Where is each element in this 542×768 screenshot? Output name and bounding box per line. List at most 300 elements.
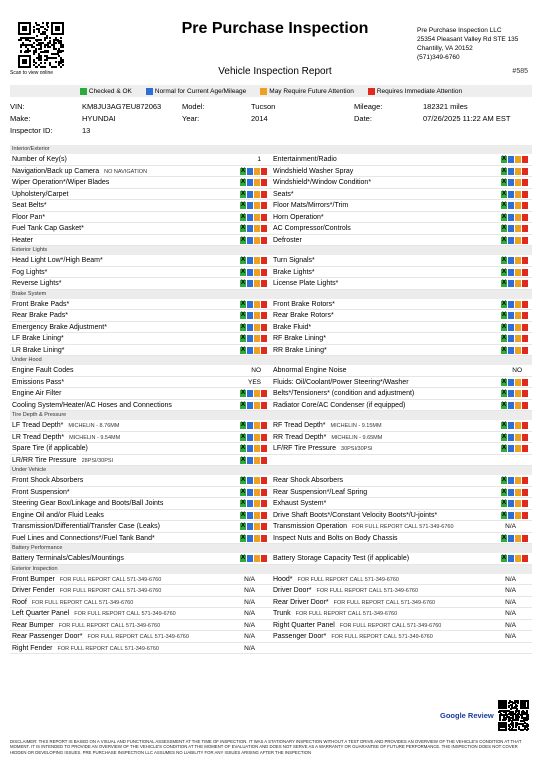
status-box-ok [240, 168, 246, 175]
status-boxes [501, 202, 528, 209]
status-box-immediate [522, 445, 528, 452]
item-label-text: Floor Pan* [12, 213, 46, 221]
inspection-row [10, 521, 532, 533]
inspection-item [271, 420, 532, 431]
inspection-item [271, 333, 532, 344]
qr-module [29, 66, 31, 68]
inspection-row [10, 475, 532, 487]
item-note: FOR FULL REPORT CALL 571-349-6760 [295, 611, 398, 617]
section-header: Interior/Exterior [10, 145, 532, 154]
inspection-item [10, 533, 271, 544]
item-label-text: Rear Bumper [12, 621, 54, 629]
section-header: Under Hood [10, 356, 532, 365]
item-label-text: Cooling System/Heater/AC Hoses and Connections [12, 401, 172, 409]
inspection-item [271, 475, 532, 486]
inspection-item [271, 365, 532, 376]
status-box-immediate [261, 390, 267, 397]
inspection-item [10, 377, 271, 388]
status-box-ok [240, 257, 246, 264]
inspection-item [10, 388, 271, 399]
inspection-item [10, 333, 271, 344]
item-label [273, 212, 324, 224]
mileage-label: Mileage: [354, 102, 383, 111]
inspection-item [10, 166, 271, 177]
item-label [12, 177, 109, 189]
legend-label: Checked & OK [88, 87, 132, 95]
inspection-item [10, 223, 271, 234]
company-name: Pre Purchase Inspection LLC [417, 27, 502, 34]
item-value: N/A [244, 633, 255, 640]
status-box-future [515, 257, 521, 264]
status-box-ok [240, 422, 246, 429]
item-label-text: Seats* [273, 190, 294, 198]
legend-swatch-orange [260, 88, 267, 95]
status-box-normal [247, 257, 253, 264]
item-label [12, 189, 68, 201]
item-label [12, 443, 88, 455]
legend-label: Requires Immediate Attention [376, 87, 463, 95]
status-box-future [515, 156, 521, 163]
status-box-normal [508, 555, 514, 562]
item-label [12, 400, 172, 412]
status-boxes [501, 214, 528, 221]
item-label [12, 498, 163, 510]
status-boxes [501, 237, 528, 244]
qr-module [33, 26, 35, 28]
item-label [12, 333, 64, 345]
status-boxes [501, 434, 528, 441]
item-label-text: Passenger Door* [273, 633, 327, 640]
status-box-immediate [261, 512, 267, 519]
item-note: FOR FULL REPORT CALL 571-349-6760 [31, 599, 134, 606]
item-label-text: Rear Passenger Door* [12, 633, 83, 640]
item-label-text: RR Tread Depth* [273, 433, 327, 441]
item-label-text: Wiper Operation*/Wiper Blades [12, 179, 110, 186]
item-label [12, 487, 70, 499]
item-label [12, 553, 124, 565]
item-label [12, 255, 103, 267]
item-label-text: Rear Shock Absorbers [273, 477, 344, 484]
status-box-ok [501, 301, 507, 308]
status-box-ok [501, 225, 507, 232]
qr-module [62, 33, 64, 35]
status-box-ok [501, 489, 507, 496]
inspection-row [10, 166, 532, 178]
item-label-text: Drive Shaft Boots*/Constant Velocity Boots*/U-joints* [273, 511, 438, 519]
status-box-normal [247, 434, 253, 441]
inspection-item [271, 432, 532, 443]
model-value: Tucson [251, 102, 276, 111]
status-box-ok [240, 269, 246, 276]
status-box-future [254, 422, 260, 429]
item-label [273, 166, 353, 178]
status-box-future [254, 214, 260, 221]
legend-label: May Require Future Attention [269, 87, 354, 95]
item-label [12, 154, 67, 166]
qr-module [62, 50, 64, 52]
status-box-immediate [261, 191, 267, 198]
status-box-immediate [261, 402, 267, 409]
item-label-text: Front Suspension* [12, 488, 70, 496]
status-box-future [515, 237, 521, 244]
vin-value: KM8JU3AG7EU872063 [82, 102, 162, 111]
item-label-text: Rear Brake Pads* [12, 312, 69, 319]
item-value: N/A [505, 633, 516, 640]
qr-module [55, 66, 57, 68]
status-box-ok [240, 225, 246, 232]
status-box-normal [508, 191, 514, 198]
status-box-immediate [261, 257, 267, 264]
status-box-ok [240, 477, 246, 484]
item-value: N/A [505, 575, 516, 583]
item-label-text: Steering Gear Box/Linkage and Boots/Ball Joints [12, 500, 164, 507]
status-box-ok [240, 500, 246, 507]
item-label-text: Reverse Lights* [12, 280, 62, 287]
status-box-ok [240, 434, 246, 441]
qr-module [62, 46, 64, 48]
inspection-row [10, 189, 532, 201]
disclaimer: DISCLAIMER: THIS REPORT IS BASED ON A VISUAL AND FUNCTIONAL ASSESSMENT AT THE TIME OF INSPECTION. IT WAS A STATIONARY INSPECTION WITHOUT A TEST DRIVE AND PROVIDES AN OVERVIEW OF THE VEHICLE'S CONDITION AT THAT MOMENT. IT IS INTENDED TO PROVIDE AN OVERVIEW OF THE VEHICLE'S CONDITION AT THE MOMENT OF EVALUATION AND DOES NOT SERVE AS A WARRANTY OR GUARANTEE OF FUTURE PERFORMANCE. THE INSPECTION DOES NOT COVER HIDDEN OR DEVELOPING ISSUES. PRE PURCHASE INSPECTION LLC ASSUMES NO LIABILITY FOR ANY ISSUES ARISING AFTER THE INSPECTION [10, 739, 522, 755]
status-box-future [515, 512, 521, 519]
item-label-text: Brake Fluid* [273, 323, 312, 331]
status-box-immediate [522, 257, 528, 264]
item-label [12, 267, 47, 279]
status-box-immediate [522, 225, 528, 232]
item-label-text: Front Brake Pads* [12, 300, 70, 308]
google-review-link[interactable]: Google Review [440, 711, 494, 720]
status-boxes [501, 477, 528, 484]
status-box-normal [247, 555, 253, 562]
item-label-text: Right Quarter Panel [273, 621, 335, 629]
status-box-normal [508, 402, 514, 409]
inspection-item [271, 377, 532, 388]
status-box-ok [501, 257, 507, 264]
inspection-row [10, 299, 532, 311]
status-box-future [515, 434, 521, 441]
inspection-item [271, 631, 532, 642]
status-box-immediate [522, 422, 528, 429]
status-box-immediate [522, 202, 528, 209]
item-label-text: Hood* [273, 575, 293, 583]
item-label-text: Windshield Washer Spray [273, 167, 354, 175]
item-value: N/A [505, 523, 516, 530]
inspection-row [10, 212, 532, 224]
inspection-item [10, 365, 271, 376]
status-box-future [254, 390, 260, 397]
item-note: FOR FULL REPORT CALL 571-349-6760 [333, 599, 436, 606]
inspection-item [271, 498, 532, 509]
year-label: Year: [182, 114, 200, 123]
inspection-item [271, 154, 532, 165]
qr-module [20, 46, 22, 48]
status-box-future [254, 535, 260, 542]
status-box-future [254, 500, 260, 507]
legend-label: Normal for Current Age/Mileage [154, 87, 247, 95]
inspection-row [10, 420, 532, 432]
status-box-normal [508, 257, 514, 264]
status-boxes [240, 457, 267, 464]
status-box-future [515, 191, 521, 198]
status-box-immediate [522, 555, 528, 562]
status-box-normal [247, 237, 253, 244]
status-boxes [501, 500, 528, 507]
status-box-ok [501, 555, 507, 562]
item-label-text: Front Brake Rotors* [273, 300, 335, 308]
status-box-future [515, 179, 521, 186]
status-box-ok [240, 280, 246, 287]
status-boxes [501, 402, 528, 409]
status-box-ok [501, 280, 507, 287]
status-box-immediate [522, 280, 528, 287]
item-label [273, 498, 326, 510]
item-label [273, 322, 311, 334]
item-label-text: Trunk [273, 610, 291, 617]
inspection-item [271, 345, 532, 356]
inspection-item [271, 299, 532, 310]
inspection-item [271, 510, 532, 521]
status-box-future [254, 335, 260, 342]
status-box-future [515, 477, 521, 484]
status-box-future [515, 280, 521, 287]
status-boxes [240, 214, 267, 221]
status-boxes [240, 225, 267, 232]
item-label-text: Battery Terminals/Cables/Mountings [12, 555, 124, 562]
section-header: Brake System [10, 290, 532, 299]
status-box-ok [240, 555, 246, 562]
status-box-ok [501, 168, 507, 175]
status-box-normal [247, 335, 253, 342]
status-box-normal [247, 312, 253, 319]
inspection-item [271, 643, 532, 654]
status-box-normal [508, 237, 514, 244]
section-header: Tire Depth & Pressure [10, 411, 532, 420]
status-box-ok [501, 269, 507, 276]
inspection-item [10, 200, 271, 211]
status-box-ok [240, 402, 246, 409]
item-label-text: RF Brake Lining* [273, 335, 326, 342]
qr-module [29, 40, 31, 42]
inspection-item [10, 267, 271, 278]
status-box-future [254, 312, 260, 319]
item-label [273, 278, 338, 290]
status-box-normal [508, 225, 514, 232]
status-legend [10, 85, 532, 97]
item-label-text: Battery Storage Capacity Test (if applicable) [273, 555, 410, 562]
google-review-qr-code[interactable] [498, 700, 528, 730]
status-box-ok [240, 445, 246, 452]
make-label: Make: [10, 114, 31, 123]
item-label [12, 455, 113, 468]
item-label-text: License Plate Lights* [273, 280, 339, 287]
status-boxes [240, 489, 267, 496]
qr-module [60, 37, 62, 39]
status-boxes [501, 324, 528, 331]
status-box-future [515, 335, 521, 342]
qr-module [522, 729, 524, 731]
item-label [273, 400, 405, 412]
status-box-ok [501, 535, 507, 542]
status-box-normal [247, 422, 253, 429]
inspection-item [271, 235, 532, 246]
item-label [273, 299, 335, 311]
company-info [417, 26, 518, 62]
status-boxes [501, 269, 528, 276]
status-boxes [240, 335, 267, 342]
item-note: 28PSI/30PSI [81, 457, 114, 464]
qr-module [20, 51, 22, 53]
item-label-text: Roof [12, 598, 27, 606]
item-label-text: LF/RF Tire Pressure [273, 445, 337, 452]
status-boxes [501, 156, 528, 163]
status-box-ok [240, 523, 246, 530]
item-note: NO NAVIGATION [104, 168, 148, 175]
status-boxes [240, 179, 267, 186]
status-boxes [501, 489, 528, 496]
status-box-future [515, 500, 521, 507]
status-boxes [240, 445, 267, 452]
status-box-ok [240, 214, 246, 221]
status-box-future [254, 402, 260, 409]
item-label [12, 521, 160, 533]
date-label: Date: [354, 114, 372, 123]
qr-code[interactable] [18, 22, 64, 68]
status-box-future [254, 434, 260, 441]
status-boxes [501, 301, 528, 308]
item-label [12, 533, 155, 545]
status-box-normal [247, 402, 253, 409]
item-label [273, 255, 315, 267]
qr-module [25, 29, 27, 31]
inspection-item [10, 510, 271, 521]
status-boxes [240, 434, 267, 441]
status-box-immediate [261, 347, 267, 354]
status-box-future [515, 555, 521, 562]
status-box-future [254, 477, 260, 484]
inspection-row [10, 345, 532, 357]
status-box-immediate [522, 535, 528, 542]
item-label [12, 223, 84, 235]
item-label-text: Belts*/Tensioners* (condition and adjustment) [273, 390, 415, 397]
item-label-text: Number of Key(s) [12, 156, 67, 163]
inspection-row [10, 235, 532, 247]
status-box-ok [240, 191, 246, 198]
model-label: Model: [182, 102, 205, 111]
status-box-future [515, 301, 521, 308]
status-boxes [501, 335, 528, 342]
inspection-item [10, 597, 271, 608]
status-box-immediate [522, 390, 528, 397]
inspection-item [10, 553, 271, 564]
item-label-text: LF Brake Lining* [12, 335, 64, 342]
qr-module [44, 39, 46, 41]
qr-module [27, 51, 29, 53]
item-label [273, 235, 302, 247]
status-box-normal [508, 335, 514, 342]
item-label-text: LR Tread Depth* [12, 433, 65, 441]
item-label-text: Fuel Tank Cap Gasket* [12, 225, 84, 232]
item-note: FOR FULL REPORT CALL 571-349-6760 [74, 611, 176, 617]
inspection-row [10, 510, 532, 522]
inspection-item [271, 223, 532, 234]
status-box-normal [247, 390, 253, 397]
item-label [12, 322, 107, 334]
inspection-item [10, 177, 271, 188]
status-boxes [240, 191, 267, 198]
qr-module [55, 42, 57, 44]
status-box-future [254, 555, 260, 562]
inspection-item [271, 455, 532, 466]
report-subtitle: Vehicle Inspection Report [218, 66, 332, 77]
inspection-item [10, 278, 271, 289]
qr-module [33, 53, 35, 55]
item-value: N/A [244, 587, 255, 594]
item-label-text: Abnormal Engine Noise [273, 367, 347, 374]
inspection-item [271, 553, 532, 564]
inspection-item [10, 475, 271, 486]
status-box-future [515, 445, 521, 452]
inspection-item [10, 608, 271, 619]
status-box-normal [508, 512, 514, 519]
status-boxes [501, 379, 528, 386]
inspection-row [10, 574, 532, 586]
status-box-future [515, 202, 521, 209]
inspection-row [10, 255, 532, 267]
status-boxes [501, 168, 528, 175]
item-value: N/A [505, 621, 516, 629]
status-box-immediate [261, 335, 267, 342]
inspection-item [10, 487, 271, 498]
qr-module [25, 62, 27, 64]
item-label-text: Inspect Nuts and Bolts on Body Chassis [273, 534, 398, 542]
status-box-immediate [261, 179, 267, 186]
item-label [273, 189, 294, 201]
status-box-normal [247, 512, 253, 519]
status-boxes [501, 179, 528, 186]
status-box-future [515, 347, 521, 354]
item-label-text: Windshield*/Window Condition* [273, 179, 372, 186]
status-box-ok [240, 489, 246, 496]
inspection-item [271, 585, 532, 596]
status-box-immediate [522, 500, 528, 507]
status-box-normal [247, 347, 253, 354]
status-boxes [240, 168, 267, 175]
status-box-future [254, 445, 260, 452]
status-boxes [240, 512, 267, 519]
item-label [273, 310, 334, 322]
inspection-item [10, 585, 271, 596]
status-box-ok [501, 390, 507, 397]
inspection-row [10, 223, 532, 235]
status-box-immediate [261, 237, 267, 244]
status-box-future [254, 489, 260, 496]
status-box-ok [501, 156, 507, 163]
item-label [273, 200, 348, 212]
status-box-normal [508, 422, 514, 429]
qr-module [504, 719, 506, 721]
status-box-future [515, 535, 521, 542]
item-label-text: Emissions Pass* [12, 378, 65, 386]
inspection-item [271, 189, 532, 200]
inspection-item [271, 443, 532, 454]
status-box-future [515, 390, 521, 397]
qr-module [515, 729, 517, 731]
item-label-text: Emergency Brake Adjustment* [12, 323, 107, 331]
status-box-normal [508, 500, 514, 507]
inspection-item [10, 631, 271, 642]
item-label-text: Exhaust System* [273, 500, 327, 507]
item-label-text: Front Shock Absorbers [12, 477, 84, 484]
inspection-row [10, 177, 532, 189]
